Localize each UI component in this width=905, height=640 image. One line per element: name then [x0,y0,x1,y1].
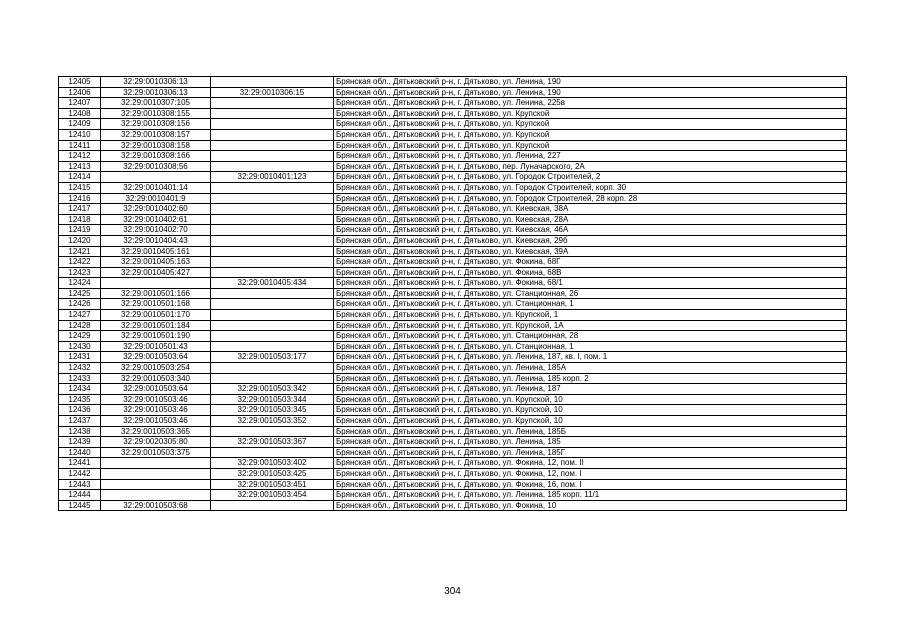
land-cadastral-number-cell: 32:29:0010401:9 [101,193,211,204]
table-row [59,98,847,109]
address-cell: Брянская обл., Дятьковский р-н, г. Дятьково, ул. Крупской, 1 [334,310,847,321]
row-number-cell: 12429 [59,331,101,342]
address-cell: Брянская обл., Дятьковский р-н, г. Дятьково, ул. Крупской, 10 [334,394,847,405]
address-cell: Брянская обл., Дятьковский р-н, г. Дятьково, ул. Станционная, 26 [334,288,847,299]
building-cadastral-number-cell [211,257,334,268]
table-row [59,352,847,363]
table-row [59,214,847,225]
row-number-cell: 12419 [59,225,101,236]
address-cell: Брянская обл., Дятьковский р-н, г. Дятьково, ул. Станционная, 1 [334,299,847,310]
land-cadastral-number-cell [101,490,211,501]
land-cadastral-number-cell: 32:29:0010308:56 [101,161,211,172]
table-row [59,161,847,172]
land-cadastral-number-cell: 32:29:0010503:46 [101,394,211,405]
row-number-cell: 12443 [59,479,101,490]
table-row [59,77,847,88]
table-row [59,468,847,479]
address-cell: Брянская обл., Дятьковский р-н, г. Дятьково, ул. Городок Строителей, 28 корп. 28 [334,193,847,204]
address-cell: Брянская обл., Дятьковский р-н, г. Дятьково, ул. Фокина, 12, пом. I [334,468,847,479]
table-row [59,447,847,458]
row-number-cell: 12406 [59,87,101,98]
land-cadastral-number-cell: 32:29:0010401:14 [101,182,211,193]
row-number-cell: 12442 [59,468,101,479]
row-number-cell: 12421 [59,246,101,257]
address-cell: Брянская обл., Дятьковский р-н, г. Дятьково, ул. Фокина, 68/1 [334,278,847,289]
land-cadastral-number-cell: 32:29:0010308:156 [101,119,211,130]
table-row [59,204,847,215]
land-cadastral-number-cell: 32:29:0010402:60 [101,204,211,215]
row-number-cell: 12428 [59,320,101,331]
table-row [59,129,847,140]
building-cadastral-number-cell [211,299,334,310]
table-row [59,288,847,299]
building-cadastral-number-cell: 32:29:0010503:451 [211,479,334,490]
land-cadastral-number-cell: 32:29:0010307:105 [101,98,211,109]
address-cell: Брянская обл., Дятьковский р-н, г. Дятьково, ул. Ленина, 227 [334,151,847,162]
table-row [59,151,847,162]
land-cadastral-number-cell: 32:29:0010501:166 [101,288,211,299]
land-cadastral-number-cell: 32:29:0010503:64 [101,384,211,395]
row-number-cell: 12426 [59,299,101,310]
address-cell: Брянская обл., Дятьковский р-н, г. Дятьково, ул. Крупской [334,108,847,119]
building-cadastral-number-cell: 32:29:0010503:425 [211,468,334,479]
table-row [59,299,847,310]
building-cadastral-number-cell [211,108,334,119]
table-row [59,108,847,119]
building-cadastral-number-cell [211,182,334,193]
table-row [59,257,847,268]
building-cadastral-number-cell [211,426,334,437]
land-cadastral-number-cell: 32:29:0010503:46 [101,405,211,416]
building-cadastral-number-cell: 32:29:0010503:177 [211,352,334,363]
table-row [59,182,847,193]
row-number-cell: 12414 [59,172,101,183]
address-cell: Брянская обл., Дятьковский р-н, г. Дятьково, ул. Городок Строителей, корп. 30 [334,182,847,193]
document-table [58,76,847,511]
building-cadastral-number-cell: 32:29:0010503:352 [211,416,334,427]
land-cadastral-number-cell: 32:29:0010306:13 [101,77,211,88]
address-cell: Брянская обл., Дятьковский р-н, г. Дятьково, ул. Киевская, 28А [334,214,847,225]
land-cadastral-number-cell: 32:29:0010402:70 [101,225,211,236]
land-cadastral-number-cell: 32:29:0010405:427 [101,267,211,278]
row-number-cell: 12408 [59,108,101,119]
table-row [59,140,847,151]
land-cadastral-number-cell: 32:29:0010501:184 [101,320,211,331]
address-cell: Брянская обл., Дятьковский р-н, г. Дятьково, ул. Ленина, 190 [334,87,847,98]
building-cadastral-number-cell [211,500,334,511]
building-cadastral-number-cell [211,77,334,88]
building-cadastral-number-cell [211,119,334,130]
address-cell: Брянская обл., Дятьковский р-н, г. Дятьково, ул. Ленина, 185 [334,437,847,448]
address-cell: Брянская обл., Дятьковский р-н, г. Дятьково, ул. Фокина, 10 [334,500,847,511]
address-cell: Брянская обл., Дятьковский р-н, г. Дятьково, ул. Крупской, 10 [334,416,847,427]
page-number: 304 [444,586,461,597]
row-number-cell: 12412 [59,151,101,162]
row-number-cell: 12441 [59,458,101,469]
building-cadastral-number-cell [211,320,334,331]
building-cadastral-number-cell [211,310,334,321]
row-number-cell: 12437 [59,416,101,427]
building-cadastral-number-cell [211,214,334,225]
address-cell: Брянская обл., Дятьковский р-н, г. Дятьково, ул. Ленина, 190 [334,77,847,88]
building-cadastral-number-cell: 32:29:0010503:454 [211,490,334,501]
address-cell: Брянская обл., Дятьковский р-н, г. Дятьково, ул. Ленина, 185 корп. 11/1 [334,490,847,501]
building-cadastral-number-cell [211,129,334,140]
table-row [59,267,847,278]
table-row [59,320,847,331]
land-cadastral-number-cell: 32:29:0010501:43 [101,341,211,352]
address-cell: Брянская обл., Дятьковский р-н, г. Дятьково, ул. Станционная, 28 [334,331,847,342]
row-number-cell: 12409 [59,119,101,130]
row-number-cell: 12431 [59,352,101,363]
address-cell: Брянская обл., Дятьковский р-н, г. Дятьково, ул. Крупской [334,129,847,140]
building-cadastral-number-cell: 32:29:0010503:344 [211,394,334,405]
row-number-cell: 12440 [59,447,101,458]
row-number-cell: 12427 [59,310,101,321]
row-number-cell: 12433 [59,373,101,384]
row-number-cell: 12407 [59,98,101,109]
table-row [59,193,847,204]
building-cadastral-number-cell: 32:29:0010306:15 [211,87,334,98]
land-cadastral-number-cell: 32:29:0010501:168 [101,299,211,310]
table-row [59,331,847,342]
row-number-cell: 12405 [59,77,101,88]
address-cell: Брянская обл., Дятьковский р-н, г. Дятьково, ул. Ленина, 187 [334,384,847,395]
land-cadastral-number-cell: 32:29:0010503:375 [101,447,211,458]
land-cadastral-number-cell: 32:29:0010402:61 [101,214,211,225]
building-cadastral-number-cell [211,267,334,278]
building-cadastral-number-cell [211,225,334,236]
address-cell: Брянская обл., Дятьковский р-н, г. Дятьково, ул. Ленина, 187, кв. I, пом. 1 [334,352,847,363]
row-number-cell: 12432 [59,363,101,374]
address-cell: Брянская обл., Дятьковский р-н, г. Дятьково, ул. Ленина, 185Б [334,426,847,437]
building-cadastral-number-cell: 32:29:0010503:367 [211,437,334,448]
table-row [59,384,847,395]
land-cadastral-number-cell: 32:29:0010308:158 [101,140,211,151]
building-cadastral-number-cell [211,235,334,246]
building-cadastral-number-cell [211,288,334,299]
row-number-cell: 12422 [59,257,101,268]
address-cell: Брянская обл., Дятьковский р-н, г. Дятьково, ул. Фокина, 12, пом. II [334,458,847,469]
address-cell: Брянская обл., Дятьковский р-н, г. Дятьково, ул. Киевская, 38А [334,204,847,215]
table-row [59,235,847,246]
table-row [59,500,847,511]
row-number-cell: 12444 [59,490,101,501]
land-cadastral-number-cell [101,479,211,490]
building-cadastral-number-cell [211,373,334,384]
address-cell: Брянская обл., Дятьковский р-н, г. Дятьково, ул. Станционная, 1 [334,341,847,352]
building-cadastral-number-cell [211,341,334,352]
row-number-cell: 12425 [59,288,101,299]
address-cell: Брянская обл., Дятьковский р-н, г. Дятьково, ул. Крупской [334,119,847,130]
row-number-cell: 12418 [59,214,101,225]
land-cadastral-number-cell [101,458,211,469]
land-cadastral-number-cell: 32:29:0010501:170 [101,310,211,321]
building-cadastral-number-cell [211,331,334,342]
address-cell: Брянская обл., Дятьковский р-н, г. Дятьково, ул. Ленина, 225в [334,98,847,109]
address-cell: Брянская обл., Дятьковский р-н, г. Дятьково, ул. Фокина, 68Г [334,257,847,268]
row-number-cell: 12434 [59,384,101,395]
land-cadastral-number-cell: 32:29:0010503:46 [101,416,211,427]
building-cadastral-number-cell: 32:29:0010405:434 [211,278,334,289]
land-cadastral-number-cell: 32:29:0010308:155 [101,108,211,119]
table-row [59,394,847,405]
row-number-cell: 12430 [59,341,101,352]
address-cell: Брянская обл., Дятьковский р-н, г. Дятьково, ул. Фокина, 16, пом. I [334,479,847,490]
building-cadastral-number-cell [211,246,334,257]
address-cell: Брянская обл., Дятьковский р-н, г. Дятьково, ул. Крупской, 1А [334,320,847,331]
table-row [59,458,847,469]
address-cell: Брянская обл., Дятьковский р-н, г. Дятьково, ул. Ленина, 185Г [334,447,847,458]
row-number-cell: 12415 [59,182,101,193]
building-cadastral-number-cell: 32:29:0010503:345 [211,405,334,416]
address-cell: Брянская обл., Дятьковский р-н, г. Дятьково, ул. Киевская, 46А [334,225,847,236]
building-cadastral-number-cell: 32:29:0010503:342 [211,384,334,395]
table-body [59,77,847,511]
land-cadastral-number-cell [101,468,211,479]
table-row [59,278,847,289]
table-row [59,405,847,416]
table-row [59,437,847,448]
address-cell: Брянская обл., Дятьковский р-н, г. Дятьково, ул. Крупской, 10 [334,405,847,416]
table-row [59,87,847,98]
address-cell: Брянская обл., Дятьковский р-н, г. Дятьково, ул. Городок Строителей, 2 [334,172,847,183]
address-cell: Брянская обл., Дятьковский р-н, г. Дятьково, ул. Киевская, 39А [334,246,847,257]
row-number-cell: 12435 [59,394,101,405]
row-number-cell: 12438 [59,426,101,437]
row-number-cell: 12417 [59,204,101,215]
land-cadastral-number-cell: 32:29:0010503:340 [101,373,211,384]
building-cadastral-number-cell [211,363,334,374]
building-cadastral-number-cell [211,151,334,162]
land-cadastral-number-cell: 32:29:0010503:64 [101,352,211,363]
land-cadastral-number-cell: 32:29:0010501:190 [101,331,211,342]
table-row [59,225,847,236]
row-number-cell: 12420 [59,235,101,246]
land-cadastral-number-cell: 32:29:0010308:166 [101,151,211,162]
address-cell: Брянская обл., Дятьковский р-н, г. Дятьково, ул. Киевская, 29б [334,235,847,246]
row-number-cell: 12439 [59,437,101,448]
table-row [59,426,847,437]
land-cadastral-number-cell: 32:29:0010404:43 [101,235,211,246]
table-row [59,341,847,352]
table-row [59,363,847,374]
land-cadastral-number-cell: 32:29:0010503:68 [101,500,211,511]
row-number-cell: 12445 [59,500,101,511]
land-cadastral-number-cell: 32:29:0010308:157 [101,129,211,140]
building-cadastral-number-cell: 32:29:0010503:402 [211,458,334,469]
land-cadastral-number-cell: 32:29:0020305:80 [101,437,211,448]
building-cadastral-number-cell [211,161,334,172]
land-cadastral-number-cell: 32:29:0010503:254 [101,363,211,374]
address-cell: Брянская обл., Дятьковский р-н, г. Дятьково, ул. Фокина, 68В [334,267,847,278]
land-cadastral-number-cell: 32:29:0010503:365 [101,426,211,437]
row-number-cell: 12410 [59,129,101,140]
address-cell: Брянская обл., Дятьковский р-н, г. Дятьково, ул. Крупской [334,140,847,151]
address-cell: Брянская обл., Дятьковский р-н, г. Дятьково, пер. Луначарского, 2А [334,161,847,172]
row-number-cell: 12411 [59,140,101,151]
address-cell: Брянская обл., Дятьковский р-н, г. Дятьково, ул. Ленина, 185А [334,363,847,374]
table-row [59,373,847,384]
land-cadastral-number-cell: 32:29:0010405:163 [101,257,211,268]
building-cadastral-number-cell [211,193,334,204]
land-cadastral-number-cell [101,172,211,183]
row-number-cell: 12413 [59,161,101,172]
table-row [59,119,847,130]
land-cadastral-number-cell: 32:29:0010306:13 [101,87,211,98]
address-cell: Брянская обл., Дятьковский р-н, г. Дятьково, ул. Ленина, 185 корп. 2 [334,373,847,384]
building-cadastral-number-cell [211,140,334,151]
table-row [59,172,847,183]
row-number-cell: 12423 [59,267,101,278]
building-cadastral-number-cell [211,98,334,109]
building-cadastral-number-cell: 32:29:0010401:123 [211,172,334,183]
table-row [59,310,847,321]
row-number-cell: 12416 [59,193,101,204]
building-cadastral-number-cell [211,204,334,215]
table-row [59,479,847,490]
land-cadastral-number-cell: 32:29:0010405:161 [101,246,211,257]
table-row [59,490,847,501]
row-number-cell: 12436 [59,405,101,416]
building-cadastral-number-cell [211,447,334,458]
table-row [59,246,847,257]
land-cadastral-number-cell [101,278,211,289]
row-number-cell: 12424 [59,278,101,289]
table-row [59,416,847,427]
